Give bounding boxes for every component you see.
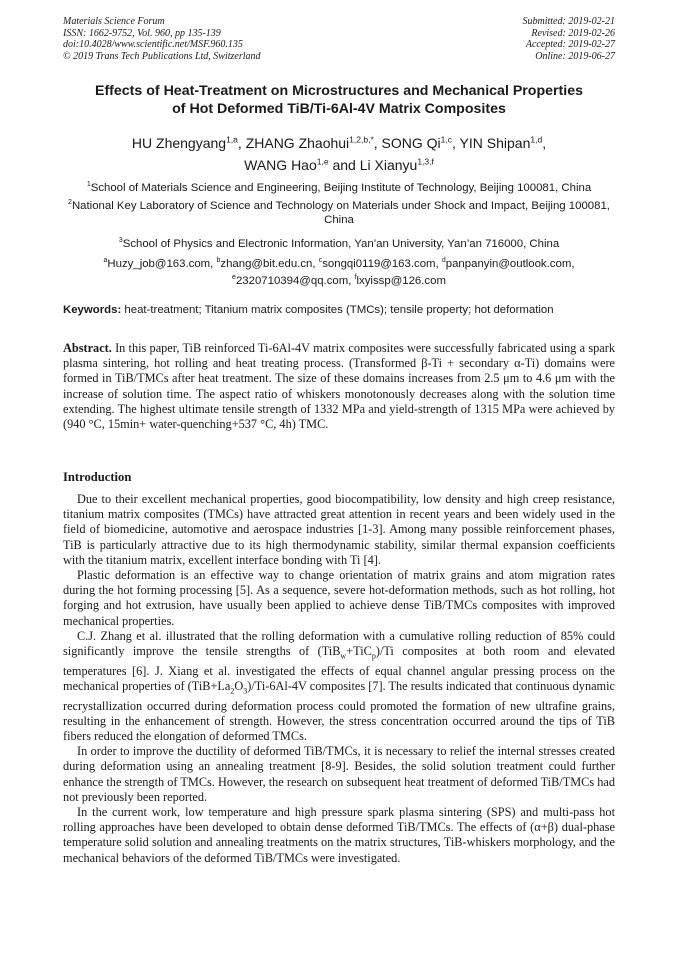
- journal-header-left: [63, 16, 261, 62]
- revised-date: Revised: 2019-02-26: [531, 27, 615, 39]
- paragraph: In order to improve the ductility of deformed TiB/TMCs, it is necessary to relief the internal stresses created during deformation using an annealing treatment [8-9]. Besides, the solid solution treatment could further enhance the strength of TMCs. However, the research on subsequent heat treatment of deformed TiB/TMCs had not previously been reported.: [63, 744, 615, 804]
- author: ZHANG Zhaohui$^{1,2,b,*}$,: [245, 134, 382, 151]
- email: $^d$panpanyin@outlook.com,: [441, 257, 575, 270]
- introduction-body: [63, 492, 615, 866]
- paragraph: Plastic deformation is an effective way to change orientation of matrix grains and atom migration rates during the hot forming processing [5]. As a sequence, severe hot-deformation methods, such as hot rolling, hot forging and hot extrusion, have usually been applied to achieve dense TiB/TMCs composites with improved mechanical properties.: [63, 568, 615, 628]
- abstract-label: Abstract.: [63, 341, 112, 355]
- author: WANG Hao$^{1,e}$ and: [244, 156, 360, 174]
- copyright-line: © 2019 Trans Tech Publications Ltd, Switzerland: [63, 50, 261, 62]
- affiliation-3: $^3$School of Physics and Electronic Information, Yan’an University, Yan’an 716000, China: [118, 237, 560, 250]
- abstract-text: In this paper, TiB reinforced Ti-6Al-4V matrix composites were successfully fabricated using a spark plasma sintering, hot rolling and heat treating process. (Transformed β-Ti + secondary α-Ti) domains were formed in TiB/TMCs after heat treatment. The size of these domains increases from 2.5 μm to 4.6 μm with the increase of solution time. The aspect ratio of whiskers monotonously decreases along with the solution time extending. The highest ultimate tensile strength of 1332 MPa and yield-strength of 1315 MPa were achieved by (940 °C, 15min+ water-quenching+537 °C, 4h) TMC.: [63, 341, 615, 432]
- affiliation-1: $^1$School of Materials Science and Engineering, Beijing Institute of Technology, Beijing 100081, China: [86, 181, 592, 194]
- author-emails: [60, 254, 618, 288]
- paragraph: In the current work, low temperature and high pressure spark plasma sintering (SPS) and multi-pass hot rolling approaches have been developed to obtain dense deformed TiB/TMCs. The effects of (α+β) dual-phase temperature solid solution and annealing treatments on the matrix structures, TiB-whiskers morphology, and the mechanical behaviors of the deformed TiB/TMCs were investigated.: [63, 804, 615, 865]
- accepted-date: Accepted: 2019-02-27: [525, 39, 615, 51]
- author-list: [50, 130, 628, 175]
- keywords-label: Keywords:: [63, 304, 122, 316]
- email: $^e$2320710394@qq.com,: [232, 273, 355, 287]
- author: YIN Shipan$^{1,d}$,: [459, 134, 547, 151]
- online-date: Online: 2019-06-27: [535, 50, 615, 62]
- title-line-1: Effects of Heat-Treatment on Microstructures and Mechanical Properties: [94, 83, 583, 99]
- paper-title: [40, 82, 638, 118]
- issn-line: ISSN: 1662-9752, Vol. 960, pp 135-139: [63, 27, 221, 39]
- paragraph: Due to their excellent mechanical properties, good biocompatibility, low density and high creep resistance, titanium matrix composites (TMCs) have attracted great attention in recent years and been widely used in the field of biomedicine, automotive and aerospace industries [1-3]. Among many possible reinforcement phases, TiB is particularly attractive due to its high thermodynamic stability, similar thermal expansion coefficients with the titanium matrix, excellent interface bonding with Ti [4].: [63, 492, 615, 567]
- email: $^b$zhang@bit.edu.cn,: [216, 257, 319, 270]
- author: HU Zhengyang$^{1,a}$,: [131, 134, 246, 151]
- abstract: [63, 341, 615, 432]
- title-line-2: of Hot Deformed TiB/Ti-6Al-4V Matrix Composites: [172, 101, 506, 117]
- submitted-date: Submitted: 2019-02-21: [522, 16, 615, 27]
- paragraph: C.J. Zhang et al. illustrated that the rolling deformation with a cumulative rolling reduction of 85% could significantly improve the tensile strengths of (TiB$_w$+TiC$_p$)/Ti composites at both room and elevated temperatures [6]. J. Xiang et al. investigated the effects of equal channel angular pressing process on the mechanical properties of $(TiB+La_2O_3)/Ti-6Al-4V$ composites [7]. The results indicated that continuous dynamic recrystallization occurred during deformation process could promoted the formation of new ultrafine grains, resulting in the enhancement of strength. However, the stress concentration occurred around the tips of TiB fibers reduced the elongation of deformed TMCs.: [63, 628, 615, 743]
- affiliation-2: $^2$National Key Laboratory of Science and Technology on Materials under Shock and Impact, Beijing 100081, China: [68, 199, 610, 226]
- email: $^a$Huzy_job@163.com,: [103, 257, 217, 270]
- keywords-text: heat-treatment; Titanium matrix composites (TMCs); tensile property; hot deformation: [121, 304, 554, 316]
- email: $^c$songqi0119@163.com,: [318, 257, 442, 270]
- author: Li Xianyu$^{1,3,f}$: [359, 156, 434, 174]
- section-heading-introduction: Introduction: [63, 470, 132, 484]
- journal-name: Materials Science Forum: [63, 16, 165, 27]
- journal-header-right: [523, 16, 616, 62]
- doi-line: doi:10.4028/www.scientific.net/MSF.960.135: [63, 39, 243, 51]
- email: $^f$lxyissp@126.com: [354, 273, 446, 287]
- author: SONG Qi$^{1,c}$,: [381, 134, 460, 151]
- keywords: [63, 303, 623, 317]
